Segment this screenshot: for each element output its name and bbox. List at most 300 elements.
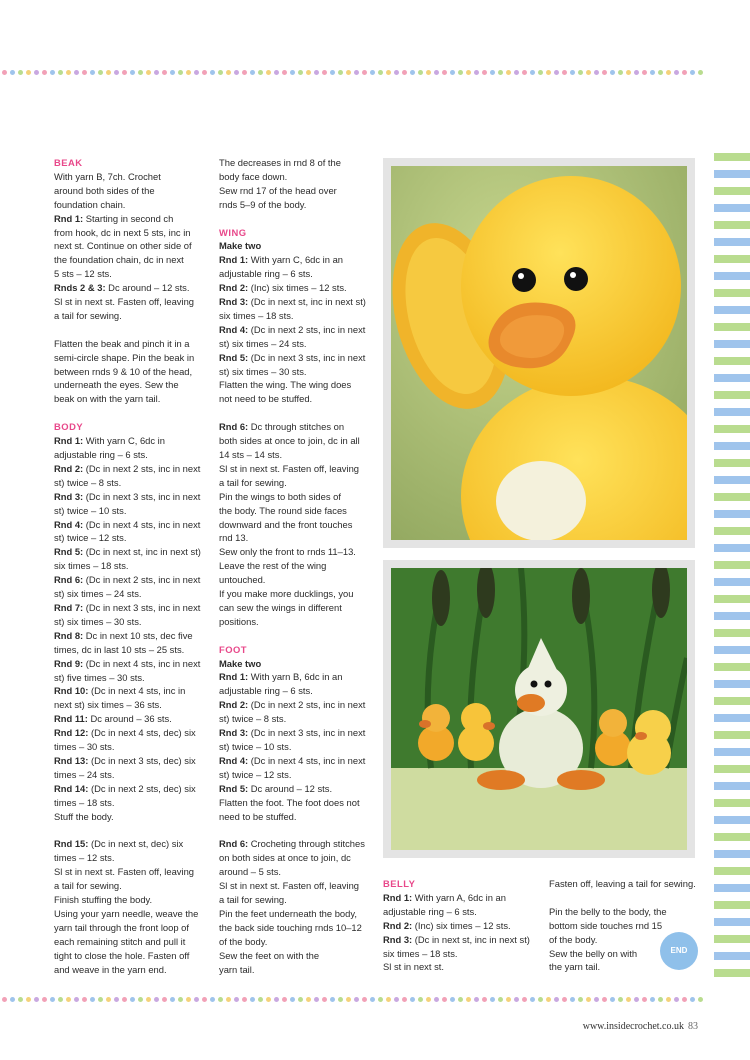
border-dot	[178, 70, 183, 75]
instruction-line	[219, 657, 379, 671]
duck-family-photo	[383, 560, 695, 858]
border-dot	[226, 70, 231, 75]
instruction-line	[54, 212, 214, 226]
border-dot	[242, 997, 247, 1002]
border-dot	[586, 70, 591, 75]
border-dot	[58, 997, 63, 1002]
border-dot	[330, 70, 335, 75]
instruction-line	[54, 378, 214, 392]
instruction-text: (Dc in next 2 sts, inc in next	[248, 323, 366, 335]
round-label: Rnd 4:	[219, 754, 249, 766]
border-dot	[474, 70, 479, 75]
border-dot	[634, 70, 639, 75]
border-dot	[130, 997, 135, 1002]
border-dot	[538, 70, 543, 75]
border-dot	[138, 997, 143, 1002]
instruction-text: (Dc in next 2 sts, dec) six	[88, 782, 196, 794]
instruction-line	[219, 504, 379, 518]
stripe-band	[714, 255, 750, 263]
instruction-text: around both sides of the	[54, 184, 155, 196]
instruction-line	[383, 933, 543, 947]
instruction-line	[54, 768, 214, 782]
instruction-line	[219, 198, 379, 212]
border-dot	[330, 997, 335, 1002]
instruction-text: times – 24 sts.	[54, 768, 115, 780]
border-dot	[490, 70, 495, 75]
instruction-line	[219, 337, 379, 351]
border-dot	[42, 70, 47, 75]
instruction-text: adjustable ring – 6 sts.	[383, 905, 477, 917]
instruction-line	[54, 837, 214, 851]
border-dot	[2, 997, 7, 1002]
border-dot	[626, 70, 631, 75]
stripe-band	[714, 816, 750, 824]
border-dot	[322, 997, 327, 1002]
round-label: Rnd 5:	[54, 546, 84, 558]
instruction-line	[219, 684, 379, 698]
instruction-text: six times – 18 sts.	[54, 560, 129, 572]
border-dot	[458, 997, 463, 1002]
instruction-text: With yarn C, 6dc in	[83, 435, 165, 447]
stripe-band	[714, 629, 750, 637]
instruction-line	[54, 545, 214, 559]
border-dot	[186, 70, 191, 75]
border-dot	[234, 70, 239, 75]
instruction-line	[54, 601, 214, 615]
stripe-band	[714, 612, 750, 620]
border-dot	[514, 997, 519, 1002]
border-dot	[90, 70, 95, 75]
top-dot-border	[0, 70, 700, 78]
instruction-line	[383, 919, 543, 933]
stripe-band	[714, 442, 750, 450]
stripe-band	[714, 561, 750, 569]
border-dot	[338, 997, 343, 1002]
border-dot	[114, 997, 119, 1002]
border-dot	[34, 997, 39, 1002]
instruction-line	[54, 851, 214, 865]
stripe-band	[714, 935, 750, 943]
instruction-line	[54, 226, 214, 240]
instruction-line	[54, 810, 214, 824]
instruction-line	[54, 476, 214, 490]
border-dot	[162, 70, 167, 75]
border-dot	[530, 70, 535, 75]
border-dot	[546, 70, 551, 75]
instruction-text: Dc around – 12 sts.	[105, 282, 190, 294]
stripe-band	[714, 578, 750, 586]
border-dot	[394, 997, 399, 1002]
border-dot	[298, 70, 303, 75]
instruction-line	[219, 531, 379, 545]
instruction-text: Sl st in next st. Fasten off, leaving	[219, 462, 360, 474]
border-dot	[666, 997, 671, 1002]
round-label: Rnd 5:	[219, 351, 249, 363]
stripe-band	[714, 323, 750, 331]
instruction-line	[219, 782, 379, 796]
paragraph-gap	[549, 891, 709, 905]
border-dot	[610, 70, 615, 75]
border-dot	[194, 70, 199, 75]
instruction-line	[54, 587, 214, 601]
round-label: Rnd 1:	[383, 891, 413, 903]
instruction-line	[54, 949, 214, 963]
instruction-text: untouched.	[219, 574, 266, 586]
round-label: Rnd 12:	[54, 727, 89, 739]
stripe-band	[714, 459, 750, 467]
instruction-text: times, dc in last 10 sts – 25 sts.	[54, 643, 185, 655]
stripe-band	[714, 153, 750, 161]
stripe-band	[714, 663, 750, 671]
border-dot	[26, 70, 31, 75]
instruction-line	[219, 156, 379, 170]
instruction-line	[54, 740, 214, 754]
column-beak-body	[54, 156, 214, 976]
border-dot	[106, 70, 111, 75]
instruction-line	[549, 919, 709, 933]
stripe-band	[714, 204, 750, 212]
instruction-line	[219, 921, 379, 935]
round-label: Rnd 14:	[54, 782, 89, 794]
instruction-text: Starting in second ch	[83, 212, 174, 224]
border-dot	[610, 997, 615, 1002]
instruction-line	[54, 893, 214, 907]
instruction-text: st) twice – 12 sts.	[54, 532, 127, 544]
border-dot	[434, 70, 439, 75]
stripe-band	[714, 306, 750, 314]
instruction-line	[219, 837, 379, 851]
border-dot	[586, 997, 591, 1002]
instruction-text: of the body.	[219, 935, 268, 947]
instruction-line	[219, 559, 379, 573]
border-dot	[210, 70, 215, 75]
border-dot	[18, 70, 23, 75]
section-heading: BODY	[54, 421, 84, 433]
instruction-line	[54, 434, 214, 448]
stripe-band	[714, 833, 750, 841]
round-label: Rnd 6:	[219, 838, 249, 850]
instruction-text: six times – 18 sts.	[383, 947, 458, 959]
round-label: Rnd 4:	[219, 323, 249, 335]
border-dot	[306, 997, 311, 1002]
instruction-line	[54, 657, 214, 671]
instruction-text: Dc in next 10 sts, dec five	[83, 629, 193, 641]
instruction-line	[219, 351, 379, 365]
instruction-line	[219, 420, 379, 434]
border-dot	[50, 70, 55, 75]
border-dot	[114, 70, 119, 75]
instruction-line	[54, 253, 214, 267]
round-label: Rnd 2:	[219, 282, 249, 294]
round-label: Rnd 13:	[54, 754, 89, 766]
instruction-line	[383, 947, 543, 961]
border-dot	[458, 70, 463, 75]
instruction-text: Using your yarn needle, weave the	[54, 907, 199, 919]
instruction-text: the body. The round side faces	[219, 504, 347, 516]
instruction-text: Flatten the foot. The foot does not	[219, 796, 360, 808]
border-dot	[530, 997, 535, 1002]
stripe-band	[714, 476, 750, 484]
footer-url: www.insidecrochet.co.uk	[582, 1021, 684, 1032]
border-dot	[690, 997, 695, 1002]
border-dot	[282, 70, 287, 75]
instruction-line	[54, 365, 214, 379]
round-label: Rnd 6:	[219, 421, 249, 433]
instruction-text: Sl st in next st. Fasten off, leaving	[219, 880, 360, 892]
instruction-line	[383, 960, 543, 974]
border-dot	[162, 997, 167, 1002]
border-dot	[194, 997, 199, 1002]
instruction-text: Pin the belly to the body, the	[549, 905, 667, 917]
instruction-text: body face down.	[219, 170, 288, 182]
instruction-text: Finish stuffing the body.	[54, 893, 153, 905]
instruction-line	[219, 545, 379, 559]
border-dot	[74, 997, 79, 1002]
stripe-band	[714, 170, 750, 178]
instruction-line	[219, 490, 379, 504]
instruction-text: a tail for sewing.	[219, 476, 287, 488]
instruction-text: next st. Continue on other side of	[54, 240, 192, 252]
instruction-text: Sew only the front to rnds 11–13.	[219, 546, 356, 558]
instruction-text: Dc around – 12 sts.	[248, 782, 333, 794]
instruction-line	[219, 434, 379, 448]
instruction-text: times – 12 sts.	[54, 852, 115, 864]
border-dot	[618, 997, 623, 1002]
instruction-text: adjustable ring – 6 sts.	[219, 268, 313, 280]
instruction-line	[54, 684, 214, 698]
duckling-closeup-illustration	[391, 166, 687, 540]
stripe-band	[714, 374, 750, 382]
border-dot	[362, 997, 367, 1002]
instruction-line	[219, 670, 379, 684]
instruction-text: Flatten the beak and pinch it in a	[54, 337, 190, 349]
stripe-band	[714, 544, 750, 552]
border-dot	[410, 70, 415, 75]
round-label: Rnd 1:	[54, 435, 84, 447]
border-dot	[570, 997, 575, 1002]
stripe-band	[714, 901, 750, 909]
instruction-text: (Dc in next 4 sts, inc in	[88, 685, 186, 697]
instruction-line	[219, 392, 379, 406]
stripe-band	[714, 867, 750, 875]
instruction-line	[219, 698, 379, 712]
border-dot	[218, 70, 223, 75]
round-label: Rnd 1:	[219, 254, 249, 266]
round-label: Rnd 1:	[219, 671, 249, 683]
border-dot	[450, 70, 455, 75]
stripe-band	[714, 408, 750, 416]
round-label: Make two	[219, 657, 262, 669]
instruction-text: each remaining stitch and pull it	[54, 935, 186, 947]
instruction-text: st) six times – 30 sts.	[219, 365, 307, 377]
instruction-text: from hook, dc in next 5 sts, inc in	[54, 226, 191, 238]
border-dot	[10, 70, 15, 75]
border-dot	[10, 997, 15, 1002]
border-dot	[130, 70, 135, 75]
instruction-text: beak on with the yarn tail.	[54, 393, 161, 405]
instruction-line	[54, 531, 214, 545]
round-label: Rnd 2:	[219, 699, 249, 711]
instruction-text: With yarn B, 6dc in an	[248, 671, 343, 683]
instruction-line	[549, 905, 709, 919]
border-dot	[666, 70, 671, 75]
instruction-line	[549, 877, 709, 891]
border-dot	[34, 70, 39, 75]
instruction-text: Sl st in next st. Fasten off, leaving	[54, 866, 195, 878]
border-dot	[498, 70, 503, 75]
instruction-text: adjustable ring – 6 sts.	[54, 449, 148, 460]
instruction-text: yarn tail through the front loop of	[54, 921, 189, 933]
instruction-line	[54, 184, 214, 198]
instruction-line	[219, 309, 379, 323]
stripe-band	[714, 272, 750, 280]
instruction-line	[54, 782, 214, 796]
instruction-line	[54, 921, 214, 935]
instruction-text: st) six times – 30 sts.	[54, 615, 142, 627]
border-dot	[418, 997, 423, 1002]
instruction-text: between rnds 9 & 10 of the head,	[54, 365, 193, 377]
border-dot	[426, 70, 431, 75]
instruction-line	[219, 378, 379, 392]
instruction-line	[219, 462, 379, 476]
border-dot	[346, 997, 351, 1002]
border-dot	[42, 997, 47, 1002]
instruction-text: foundation chain.	[54, 198, 126, 210]
round-label: Rnds 2 & 3:	[54, 282, 106, 294]
border-dot	[18, 997, 23, 1002]
instruction-text: (Dc in next 4 sts, dec) six	[88, 727, 196, 739]
instruction-text: Sew rnd 17 of the head over	[219, 184, 337, 196]
border-dot	[442, 997, 447, 1002]
instruction-text: need to be stuffed.	[219, 810, 297, 822]
border-dot	[538, 997, 543, 1002]
side-stripe-border	[714, 153, 750, 985]
paragraph-gap	[219, 629, 379, 643]
instruction-text: times – 30 sts.	[54, 741, 115, 753]
border-dot	[634, 997, 639, 1002]
instruction-line	[219, 601, 379, 615]
border-dot	[202, 70, 207, 75]
stripe-band	[714, 850, 750, 858]
instruction-line	[219, 726, 379, 740]
border-dot	[514, 70, 519, 75]
stripe-band	[714, 969, 750, 977]
instruction-line	[383, 905, 543, 919]
instruction-line	[219, 754, 379, 768]
border-dot	[394, 70, 399, 75]
border-dot	[298, 997, 303, 1002]
round-label: Rnd 2:	[383, 919, 413, 931]
border-dot	[658, 70, 663, 75]
instruction-line	[54, 629, 214, 643]
border-dot	[306, 70, 311, 75]
instruction-text: positions.	[219, 615, 259, 627]
instruction-text: Dc around – 36 sts.	[87, 713, 172, 725]
instruction-line	[219, 615, 379, 629]
instruction-line	[219, 184, 379, 198]
instruction-line	[54, 518, 214, 532]
instruction-text: (Dc in next 2 sts, inc in next	[248, 699, 366, 711]
instruction-text: (Dc in next 3 sts, inc in next	[248, 727, 366, 739]
instruction-line	[219, 323, 379, 337]
border-dot	[602, 70, 607, 75]
stripe-band	[714, 340, 750, 348]
border-dot	[626, 997, 631, 1002]
instruction-line	[219, 712, 379, 726]
instruction-line	[54, 239, 214, 253]
border-dot	[66, 70, 71, 75]
border-dot	[178, 997, 183, 1002]
border-dot	[74, 70, 79, 75]
instruction-line	[219, 851, 379, 865]
instruction-line	[54, 879, 214, 893]
border-dot	[66, 997, 71, 1002]
border-dot	[418, 70, 423, 75]
instruction-text: rnd 13.	[219, 532, 249, 544]
duckling-closeup-photo	[383, 158, 695, 548]
border-dot	[266, 997, 271, 1002]
border-dot	[578, 997, 583, 1002]
border-dot	[202, 997, 207, 1002]
paragraph-gap	[54, 406, 214, 420]
border-dot	[146, 997, 151, 1002]
border-dot	[562, 70, 567, 75]
instruction-text: Sl st in next st.	[383, 961, 444, 973]
instruction-line	[219, 865, 379, 879]
border-dot	[250, 70, 255, 75]
instruction-line	[219, 810, 379, 824]
instruction-line	[54, 712, 214, 726]
stripe-band	[714, 697, 750, 705]
stripe-band	[714, 595, 750, 603]
instruction-text: Pin the wings to both sides of	[219, 490, 341, 502]
border-dot	[234, 997, 239, 1002]
instruction-text: (Dc in next 3 sts, dec) six	[88, 754, 196, 766]
instruction-text: Dc through stitches on	[248, 421, 345, 433]
border-dot	[386, 70, 391, 75]
round-label: Rnd 10:	[54, 685, 89, 697]
instruction-text: (Dc in next 2 sts, inc in next	[83, 574, 201, 586]
stripe-band	[714, 391, 750, 399]
border-dot	[90, 997, 95, 1002]
section-heading: WING	[219, 226, 247, 238]
instruction-line	[219, 476, 379, 490]
border-dot	[98, 70, 103, 75]
border-dot	[402, 997, 407, 1002]
instruction-text: rnds 5–9 of the body.	[219, 198, 307, 210]
instruction-text: a tail for sewing.	[219, 893, 287, 905]
border-dot	[258, 70, 263, 75]
instruction-text: Sl st in next st. Fasten off, leaving	[54, 296, 195, 308]
instruction-text: If you make more ducklings, you	[219, 588, 354, 600]
border-dot	[594, 997, 599, 1002]
instruction-line	[54, 295, 214, 309]
border-dot	[594, 70, 599, 75]
instruction-text: downward and the front touches	[219, 518, 353, 530]
instruction-line	[54, 573, 214, 587]
border-dot	[554, 70, 559, 75]
border-dot	[274, 997, 279, 1002]
stripe-band	[714, 510, 750, 518]
instruction-text: st) twice – 12 sts.	[219, 768, 292, 780]
border-dot	[642, 997, 647, 1002]
stripe-band	[714, 357, 750, 365]
instruction-line	[219, 907, 379, 921]
stripe-band	[714, 680, 750, 688]
instruction-line	[219, 768, 379, 782]
section-heading: BEAK	[54, 157, 83, 168]
border-dot	[698, 997, 703, 1002]
